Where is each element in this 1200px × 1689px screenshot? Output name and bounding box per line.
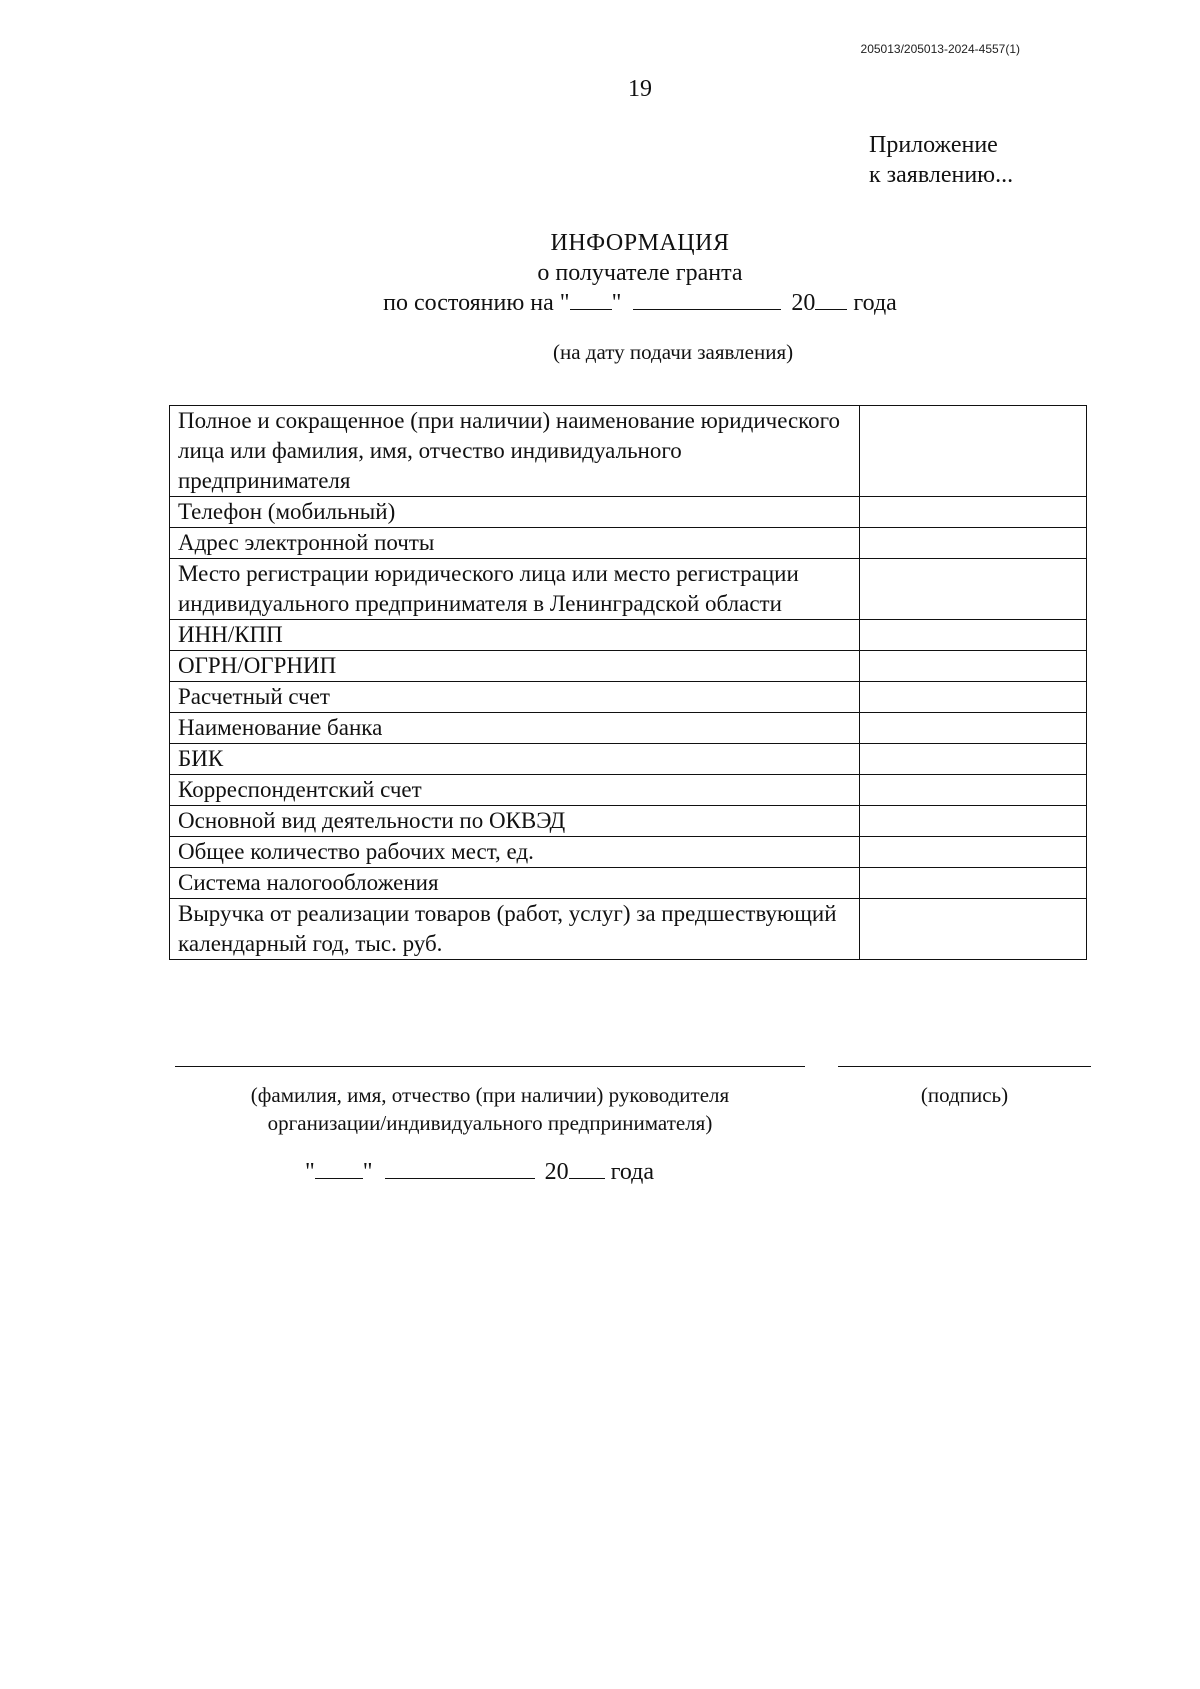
date-note: (на дату подачи заявления): [553, 340, 794, 364]
signing-year-suffix: года: [610, 1159, 655, 1185]
row-label: Телефон (мобильный): [170, 497, 860, 528]
row-value-cell[interactable]: [859, 713, 1086, 744]
day-blank[interactable]: [570, 289, 612, 310]
name-signature-line[interactable]: [175, 1066, 805, 1067]
document-title: ИНФОРМАЦИЯ: [550, 230, 730, 256]
row-label: Общее количество рабочих мест, ед.: [170, 837, 860, 868]
signing-year-prefix: 20: [544, 1159, 569, 1185]
document-id: 205013/205013-2024-4557(1): [860, 42, 1020, 56]
table-row: [170, 713, 1087, 744]
row-label: Выручка от реализации товаров (работ, услуг) за предшествующий календарный год, тыс. руб.: [170, 899, 860, 960]
row-label: Полное и сокращенное (при наличии) наименование юридического лица или фамилия, имя, отчество индивидуального предпринимателя: [170, 406, 860, 497]
signing-day-blank[interactable]: [315, 1158, 363, 1179]
table-row: [170, 775, 1087, 806]
date-quote-close: ": [611, 290, 622, 316]
table-row: [170, 899, 1087, 960]
table-row: [170, 868, 1087, 899]
table-row: [170, 651, 1087, 682]
table-row: [170, 744, 1087, 775]
table-row: [170, 837, 1087, 868]
row-value-cell[interactable]: [859, 806, 1086, 837]
appendix-note: [869, 130, 1013, 190]
grant-recipient-table: [169, 405, 1087, 960]
row-label: Основной вид деятельности по ОКВЭД: [170, 806, 860, 837]
row-label: Наименование банка: [170, 713, 860, 744]
row-label: ОГРН/ОГРНИП: [170, 651, 860, 682]
row-value-cell[interactable]: [859, 868, 1086, 899]
row-value-cell[interactable]: [859, 682, 1086, 713]
signing-date-open-quote: ": [305, 1159, 315, 1185]
row-value-cell[interactable]: [859, 837, 1086, 868]
appendix-line-2: к заявлению...: [869, 162, 1014, 188]
row-value-cell[interactable]: [859, 651, 1086, 682]
table-row: [170, 497, 1087, 528]
row-value-cell[interactable]: [859, 559, 1086, 620]
table-row: [170, 620, 1087, 651]
table-row: [170, 406, 1087, 497]
date-prefix: по состоянию на ": [383, 290, 570, 316]
signing-month-blank[interactable]: [385, 1158, 535, 1179]
table-row: [170, 528, 1087, 559]
row-label: Расчетный счет: [170, 682, 860, 713]
row-label: БИК: [170, 744, 860, 775]
signing-date-close-quote: ": [362, 1159, 373, 1185]
signature-caption: (подпись): [920, 1083, 1009, 1107]
row-value-cell[interactable]: [859, 620, 1086, 651]
year-suffix: года: [853, 290, 897, 316]
row-label: Адрес электронной почты: [170, 528, 860, 559]
row-value-cell[interactable]: [859, 528, 1086, 559]
year-prefix: 20: [791, 290, 816, 316]
name-caption: [175, 1081, 805, 1137]
month-blank[interactable]: [633, 289, 781, 310]
row-label: Система налогообложения: [170, 868, 860, 899]
year-blank[interactable]: [815, 289, 847, 310]
name-caption-line-1: (фамилия, имя, отчество (при наличии) руководителя: [250, 1083, 730, 1107]
page-number: 19: [628, 76, 652, 102]
table-row: [170, 806, 1087, 837]
document-heading: [0, 228, 1200, 318]
row-value-cell[interactable]: [859, 497, 1086, 528]
status-date-line: [0, 288, 1200, 318]
row-label: Место регистрации юридического лица или место регистрации индивидуального предпринимателя в Ленинградской области: [170, 559, 860, 620]
signature-line[interactable]: [838, 1066, 1091, 1067]
table-row: [170, 559, 1087, 620]
name-caption-line-2: организации/индивидуального предпринимателя): [267, 1111, 713, 1135]
table-row: [170, 682, 1087, 713]
row-value-cell[interactable]: [859, 899, 1086, 960]
document-subtitle: о получателе гранта: [537, 260, 743, 286]
row-value-cell[interactable]: [859, 775, 1086, 806]
row-value-cell[interactable]: [859, 406, 1086, 497]
signing-year-blank[interactable]: [569, 1158, 605, 1179]
appendix-line-1: Приложение: [869, 132, 998, 158]
row-label: Корреспондентский счет: [170, 775, 860, 806]
row-label: ИНН/КПП: [170, 620, 860, 651]
row-value-cell[interactable]: [859, 744, 1086, 775]
signing-date-line: [305, 1158, 654, 1186]
